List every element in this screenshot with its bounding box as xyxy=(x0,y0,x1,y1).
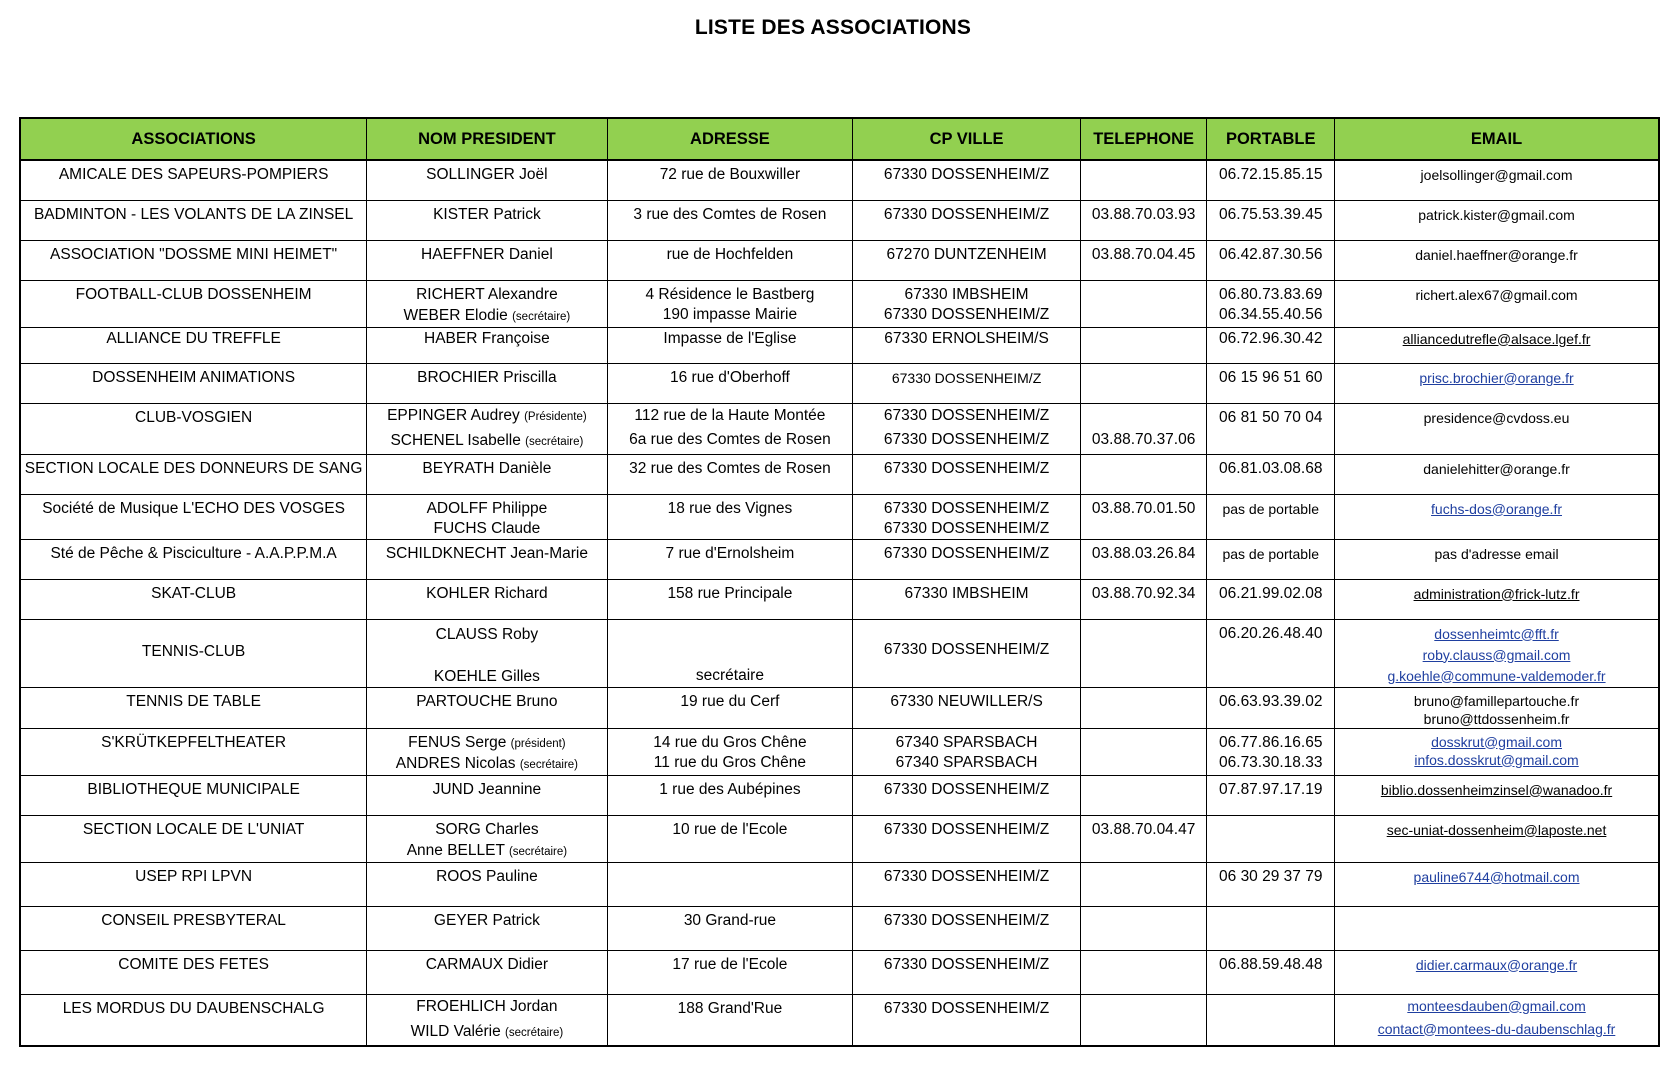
table-row xyxy=(20,539,1659,579)
table-row xyxy=(20,454,1659,494)
table-row xyxy=(20,687,1659,728)
cell-email xyxy=(1335,994,1659,1046)
cell-email xyxy=(1335,280,1659,327)
cell-telephone xyxy=(1080,454,1207,494)
cell-email xyxy=(1335,775,1659,815)
cell-portable: 06.72.96.30.42 xyxy=(1207,327,1335,363)
email-link[interactable]: danielehitter@orange.fr xyxy=(1423,460,1570,477)
cell-portable: 06.20.26.48.40 xyxy=(1207,619,1335,687)
cell-cp-ville: 67330 DOSSENHEIM/Z xyxy=(853,994,1081,1046)
cell-portable xyxy=(1207,906,1335,950)
cell-cp-ville: 67330 DOSSENHEIM/Z xyxy=(853,815,1081,862)
cell-cp-ville: 67330 DOSSENHEIM/Z xyxy=(853,862,1081,906)
cell-adresse xyxy=(607,862,853,906)
cell-email xyxy=(1335,579,1659,619)
cell-adresse: 158 rue Principale xyxy=(607,579,853,619)
cell-telephone: 03.88.70.04.45 xyxy=(1080,240,1207,280)
cell-adresse: 112 rue de la Haute Montée 6a rue des Comtes de Rosen xyxy=(607,403,853,454)
cell-telephone xyxy=(1080,280,1207,327)
cell-email xyxy=(1335,240,1659,280)
table-row xyxy=(20,200,1659,240)
cell-president: CARMAUX Didier xyxy=(367,950,607,994)
header-adresse: ADRESSE xyxy=(607,118,853,160)
cell-cp-ville: 67330 DOSSENHEIM/Z xyxy=(853,160,1081,200)
cell-president: RICHERT Alexandre WEBER Elodie (secrétaire) xyxy=(367,280,607,327)
table-row xyxy=(20,240,1659,280)
cell-association: S'KRÜTKEPFELTHEATER xyxy=(20,728,367,775)
cell-cp-ville: 67330 DOSSENHEIM/Z xyxy=(853,619,1081,687)
cell-email xyxy=(1335,363,1659,403)
cell-president: ROOS Pauline xyxy=(367,862,607,906)
cell-adresse: 4 Résidence le Bastberg 190 impasse Mairie xyxy=(607,280,853,327)
cell-president: SOLLINGER Joël xyxy=(367,160,607,200)
cell-portable: 06 15 96 51 60 xyxy=(1207,363,1335,403)
email-link[interactable]: pauline6744@hotmail.com xyxy=(1413,868,1580,885)
cell-president: PARTOUCHE Bruno xyxy=(367,687,607,728)
cell-association: AMICALE DES SAPEURS-POMPIERS xyxy=(20,160,367,200)
cell-president: JUND Jeannine xyxy=(367,775,607,815)
cell-portable xyxy=(1207,815,1335,862)
table-row xyxy=(20,815,1659,862)
table-header-row xyxy=(20,118,1659,160)
cell-portable: 06.77.86.16.65 06.73.30.18.33 xyxy=(1207,728,1335,775)
cell-telephone xyxy=(1080,687,1207,728)
cell-president: FROEHLICH Jordan WILD Valérie (secrétaire) xyxy=(367,994,607,1046)
cell-cp-ville: 67330 IMBSHEIM xyxy=(853,579,1081,619)
cell-president: BEYRATH Danièle xyxy=(367,454,607,494)
cell-cp-ville: 67330 DOSSENHEIM/Z xyxy=(853,454,1081,494)
cell-portable: 06.80.73.83.69 06.34.55.40.56 xyxy=(1207,280,1335,327)
email-link[interactable]: joelsollinger@gmail.com xyxy=(1420,167,1573,183)
cell-cp-ville: 67330 ERNOLSHEIM/S xyxy=(853,327,1081,363)
cell-adresse: 19 rue du Cerf xyxy=(607,687,853,728)
cell-telephone: 03.88.70.01.50 xyxy=(1080,494,1207,539)
email-link[interactable]: alliancedutrefle@alsace.lgef.fr xyxy=(1402,330,1591,347)
cell-telephone xyxy=(1080,906,1207,950)
cell-president: SCHILDKNECHT Jean-Marie xyxy=(367,539,607,579)
email-link[interactable]: didier.carmaux@orange.fr xyxy=(1415,956,1578,973)
cell-email xyxy=(1335,539,1659,579)
table-row xyxy=(20,160,1659,200)
email-link[interactable]: g.koehle@commune-valdemoder.fr xyxy=(1387,667,1606,684)
cell-association: ALLIANCE DU TREFFLE xyxy=(20,327,367,363)
table-row xyxy=(20,494,1659,539)
cell-portable: pas de portable xyxy=(1207,539,1335,579)
cell-portable: 06.81.03.08.68 xyxy=(1207,454,1335,494)
cell-portable: 06 81 50 70 04 xyxy=(1207,403,1335,454)
cell-association: SECTION LOCALE DE L'UNIAT xyxy=(20,815,367,862)
header-nom-president: NOM PRESIDENT xyxy=(367,118,607,160)
cell-association: BADMINTON - LES VOLANTS DE LA ZINSEL xyxy=(20,200,367,240)
cell-cp-ville: 67330 DOSSENHEIM/Z xyxy=(853,906,1081,950)
table-row xyxy=(20,994,1659,1046)
cell-cp-ville: 67330 DOSSENHEIM/Z xyxy=(853,200,1081,240)
table-row xyxy=(20,619,1659,687)
cell-adresse: 72 rue de Bouxwiller xyxy=(607,160,853,200)
email-link[interactable]: daniel.haeffner@orange.fr xyxy=(1415,246,1578,263)
cell-email xyxy=(1335,815,1659,862)
cell-email xyxy=(1335,950,1659,994)
cell-association: FOOTBALL-CLUB DOSSENHEIM xyxy=(20,280,367,327)
cell-portable: 07.87.97.17.19 xyxy=(1207,775,1335,815)
table-row xyxy=(20,280,1659,327)
cell-association: CONSEIL PRESBYTERAL xyxy=(20,906,367,950)
table-row xyxy=(20,950,1659,994)
email-link[interactable]: infos.dosskrut@gmail.com xyxy=(1414,751,1579,768)
cell-telephone xyxy=(1080,728,1207,775)
cell-association: DOSSENHEIM ANIMATIONS xyxy=(20,363,367,403)
cell-portable: 06.72.15.85.15 xyxy=(1207,160,1335,200)
cell-adresse: 32 rue des Comtes de Rosen xyxy=(607,454,853,494)
cell-president: HAEFFNER Daniel xyxy=(367,240,607,280)
cell-cp-ville: 67330 IMBSHEIM 67330 DOSSENHEIM/Z xyxy=(853,280,1081,327)
cell-adresse: rue de Hochfelden xyxy=(607,240,853,280)
cell-portable: 06.63.93.39.02 xyxy=(1207,687,1335,728)
cell-cp-ville: 67330 DOSSENHEIM/Z xyxy=(853,775,1081,815)
cell-adresse: 10 rue de l'Ecole xyxy=(607,815,853,862)
cell-association: TENNIS DE TABLE xyxy=(20,687,367,728)
cell-cp-ville: 67270 DUNTZENHEIM xyxy=(853,240,1081,280)
table-row xyxy=(20,862,1659,906)
cell-email xyxy=(1335,728,1659,775)
cell-email xyxy=(1335,862,1659,906)
cell-email xyxy=(1335,454,1659,494)
email-value: pas d'adresse email xyxy=(1434,545,1559,562)
cell-cp-ville: 67330 DOSSENHEIM/Z xyxy=(853,950,1081,994)
associations-table xyxy=(19,117,1660,1047)
cell-email xyxy=(1335,200,1659,240)
cell-telephone: 03.88.70.92.34 xyxy=(1080,579,1207,619)
cell-portable: 06.75.53.39.45 xyxy=(1207,200,1335,240)
cell-adresse: 7 rue d'Ernolsheim xyxy=(607,539,853,579)
cell-association: SKAT-CLUB xyxy=(20,579,367,619)
cell-president: ADOLFF Philippe FUCHS Claude xyxy=(367,494,607,539)
cell-association: ASSOCIATION "DOSSME MINI HEIMET" xyxy=(20,240,367,280)
cell-adresse: 3 rue des Comtes de Rosen xyxy=(607,200,853,240)
header-portable: PORTABLE xyxy=(1207,118,1335,160)
cell-president: GEYER Patrick xyxy=(367,906,607,950)
cell-cp-ville: 67330 DOSSENHEIM/Z xyxy=(853,363,1081,403)
cell-president: BROCHIER Priscilla xyxy=(367,363,607,403)
cell-telephone xyxy=(1080,363,1207,403)
table-row xyxy=(20,327,1659,363)
cell-telephone xyxy=(1080,775,1207,815)
email-link[interactable]: dossenheimtc@fft.fr xyxy=(1434,625,1559,642)
cell-cp-ville: 67330 DOSSENHEIM/Z xyxy=(853,539,1081,579)
email-link[interactable]: monteesdauben@gmail.com xyxy=(1407,997,1586,1014)
cell-adresse: 188 Grand'Rue xyxy=(607,994,853,1046)
cell-president: SORG Charles Anne BELLET (secrétaire) xyxy=(367,815,607,862)
cell-telephone xyxy=(1080,950,1207,994)
cell-email xyxy=(1335,327,1659,363)
cell-adresse: 30 Grand-rue xyxy=(607,906,853,950)
cell-telephone xyxy=(1080,327,1207,363)
table-row xyxy=(20,775,1659,815)
cell-telephone xyxy=(1080,619,1207,687)
table-row xyxy=(20,579,1659,619)
email-link[interactable]: prisc.brochier@orange.fr xyxy=(1419,369,1574,386)
table-row xyxy=(20,363,1659,403)
cell-adresse: 14 rue du Gros Chêne 11 rue du Gros Chêne xyxy=(607,728,853,775)
cell-cp-ville: 67340 SPARSBACH 67340 SPARSBACH xyxy=(853,728,1081,775)
cell-president: HABER Françoise xyxy=(367,327,607,363)
cell-email xyxy=(1335,687,1659,728)
cell-portable xyxy=(1207,994,1335,1046)
header-email: EMAIL xyxy=(1335,118,1659,160)
header-associations: ASSOCIATIONS xyxy=(20,118,367,160)
cell-telephone: 03.88.70.03.93 xyxy=(1080,200,1207,240)
cell-cp-ville: 67330 DOSSENHEIM/Z 67330 DOSSENHEIM/Z xyxy=(853,494,1081,539)
cell-president: KOHLER Richard xyxy=(367,579,607,619)
cell-association: USEP RPI LPVN xyxy=(20,862,367,906)
email-link[interactable]: fuchs-dos@orange.fr xyxy=(1431,500,1562,517)
cell-telephone: 03.88.03.26.84 xyxy=(1080,539,1207,579)
cell-adresse: 1 rue des Aubépines xyxy=(607,775,853,815)
cell-portable: 06 30 29 37 79 xyxy=(1207,862,1335,906)
cell-portable: 06.88.59.48.48 xyxy=(1207,950,1335,994)
table-row xyxy=(20,403,1659,454)
email-link[interactable]: bruno@famillepartouche.fr xyxy=(1413,692,1580,709)
cell-president: KISTER Patrick xyxy=(367,200,607,240)
cell-association: LES MORDUS DU DAUBENSCHALG xyxy=(20,994,367,1046)
email-link[interactable]: presidence@cvdoss.eu xyxy=(1423,409,1570,426)
cell-adresse: secrétaire xyxy=(607,619,853,687)
cell-association: TENNIS-CLUB xyxy=(20,619,367,687)
cell-president: CLAUSS Roby KOEHLE Gilles xyxy=(367,619,607,687)
cell-telephone xyxy=(1080,160,1207,200)
cell-email xyxy=(1335,160,1659,200)
cell-association: Société de Musique L'ECHO DES VOSGES xyxy=(20,494,367,539)
cell-association: SECTION LOCALE DES DONNEURS DE SANG xyxy=(20,454,367,494)
email-link[interactable]: dosskrut@gmail.com xyxy=(1431,733,1562,750)
document-title: LISTE DES ASSOCIATIONS xyxy=(694,16,972,39)
cell-portable: pas de portable xyxy=(1207,494,1335,539)
cell-telephone xyxy=(1080,862,1207,906)
email-link[interactable]: bruno@ttdossenheim.fr xyxy=(1423,710,1570,727)
cell-association: COMITE DES FETES xyxy=(20,950,367,994)
cell-adresse: Impasse de l'Eglise xyxy=(607,327,853,363)
cell-email xyxy=(1335,906,1659,950)
cell-adresse: 17 rue de l'Ecole xyxy=(607,950,853,994)
header-telephone: TELEPHONE xyxy=(1080,118,1207,160)
email-link[interactable]: roby.clauss@gmail.com xyxy=(1422,646,1571,663)
cell-portable: 06.42.87.30.56 xyxy=(1207,240,1335,280)
cell-cp-ville: 67330 NEUWILLER/S xyxy=(853,687,1081,728)
cell-telephone: 03.88.70.37.06 xyxy=(1080,403,1207,454)
email-link[interactable]: administration@frick-lutz.fr xyxy=(1413,585,1580,602)
cell-email xyxy=(1335,403,1659,454)
cell-association: BIBLIOTHEQUE MUNICIPALE xyxy=(20,775,367,815)
email-link[interactable]: patrick.kister@gmail.com xyxy=(1418,206,1575,223)
cell-cp-ville: 67330 DOSSENHEIM/Z 67330 DOSSENHEIM/Z xyxy=(853,403,1081,454)
table-row xyxy=(20,906,1659,950)
cell-adresse: 18 rue des Vignes xyxy=(607,494,853,539)
email-link[interactable]: biblio.dossenheimzinsel@wanadoo.fr xyxy=(1380,781,1613,798)
cell-email xyxy=(1335,619,1659,687)
cell-association: CLUB-VOSGIEN xyxy=(20,403,367,454)
cell-telephone: 03.88.70.04.47 xyxy=(1080,815,1207,862)
cell-association: Sté de Pêche & Pisciculture - A.A.P.P.M.A xyxy=(20,539,367,579)
email-link[interactable]: sec-uniat-dossenheim@laposte.net xyxy=(1386,821,1607,838)
cell-email xyxy=(1335,494,1659,539)
cell-portable: 06.21.99.02.08 xyxy=(1207,579,1335,619)
table-row xyxy=(20,728,1659,775)
cell-president: FENUS Serge (président) ANDRES Nicolas (secrétaire) xyxy=(367,728,607,775)
cell-telephone xyxy=(1080,994,1207,1046)
cell-president: EPPINGER Audrey (Présidente) SCHENEL Isabelle (secrétaire) xyxy=(367,403,607,454)
header-cp-ville: CP VILLE xyxy=(853,118,1081,160)
cell-adresse: 16 rue d'Oberhoff xyxy=(607,363,853,403)
email-link[interactable]: contact@montees-du-daubenschlag.fr xyxy=(1377,1020,1616,1037)
email-link[interactable]: richert.alex67@gmail.com xyxy=(1415,286,1578,303)
